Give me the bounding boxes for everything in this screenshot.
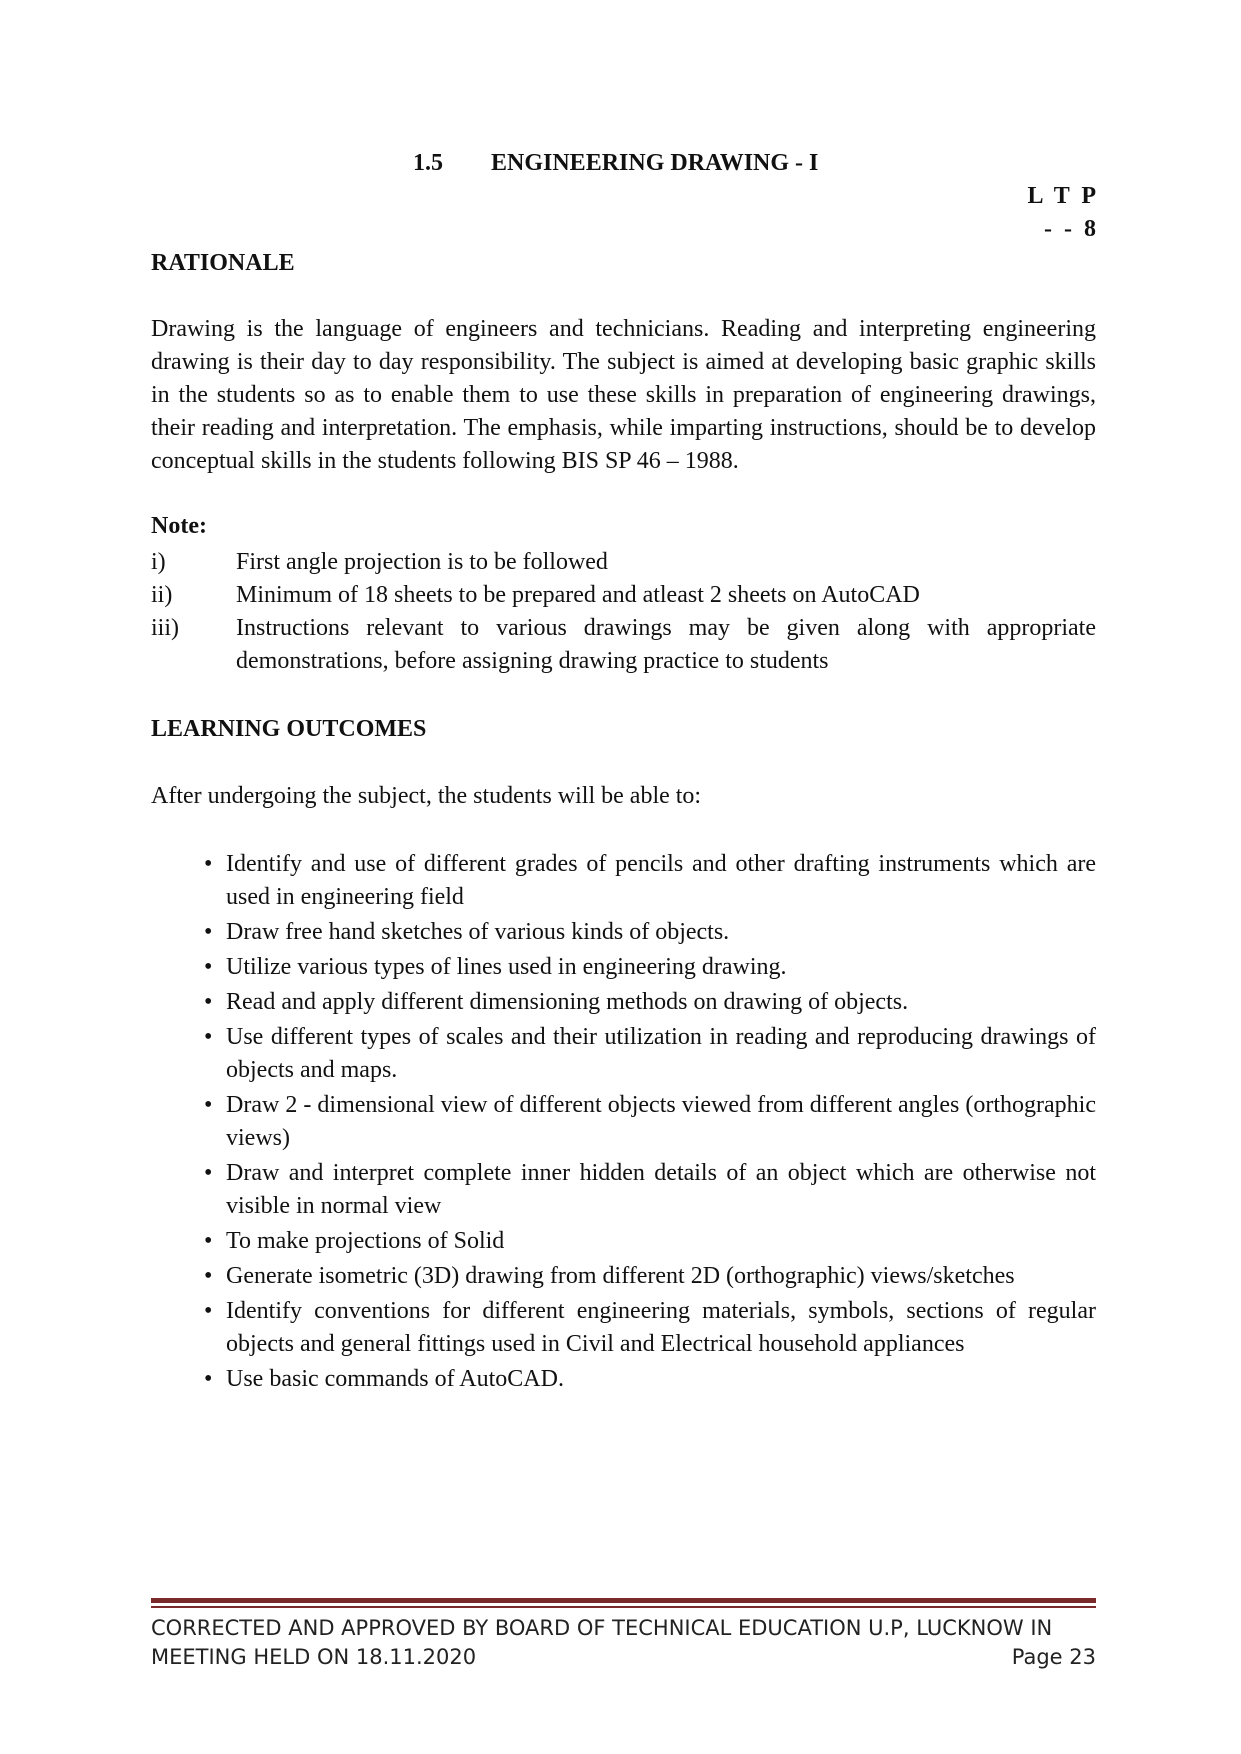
rationale-text: Drawing is the language of engineers and technicians. Reading and interpreting engineering drawing is their day to day responsibility. The subject is aimed at developing basic graphic skills in the students so as to enable them to use these skills in preparation of engineering drawings, their reading and interpretation. The emphasis, while imparting instructions, should be to develop conceptual skills in the students following BIS SP 46 – 1988.	[151, 316, 1096, 474]
note-marker: iii)	[151, 615, 179, 641]
list-item	[151, 1295, 1096, 1361]
note-marker: i)	[151, 549, 166, 575]
list-item-text: Identify and use of different grades of pencils and other drafting instruments which are used in engineering field	[226, 851, 1096, 910]
bullet-icon: •	[204, 1024, 213, 1050]
list-item	[151, 1363, 1096, 1396]
list-item	[151, 1260, 1096, 1293]
note-heading: Note:	[151, 513, 207, 539]
list-item-text: Draw 2 - dimensional view of different objects viewed from different angles (orthographic views)	[226, 1092, 1096, 1151]
note-list	[151, 546, 1096, 678]
list-item	[151, 951, 1096, 984]
bullet-icon: •	[204, 954, 213, 980]
page-footer	[151, 1614, 1096, 1672]
learning-outcomes-heading: LEARNING OUTCOMES	[151, 716, 427, 742]
list-item-text: Identify conventions for different engineering materials, symbols, sections of regular objects and general fittings used in Civil and Electrical household appliances	[226, 1298, 1096, 1357]
page-number: Page 23	[1011, 1645, 1096, 1669]
note-text: First angle projection is to be followed	[236, 549, 608, 575]
bullet-icon: •	[204, 1228, 213, 1254]
bullet-icon: •	[204, 1092, 213, 1118]
learning-outcomes-intro: After undergoing the subject, the students will be able to:	[151, 783, 702, 809]
bullet-icon: •	[204, 851, 213, 877]
list-item-text: Draw and interpret complete inner hidden details of an object which are otherwise not visible in normal view	[226, 1160, 1096, 1219]
bullet-icon: •	[204, 919, 213, 945]
rationale-heading: RATIONALE	[151, 250, 295, 276]
footer-rule-thin	[151, 1606, 1096, 1608]
list-item-text: Read and apply different dimensioning methods on drawing of objects.	[226, 989, 909, 1015]
footer-line-2: MEETING HELD ON 18.11.2020	[151, 1645, 477, 1669]
note-item	[151, 579, 1096, 612]
bullet-icon: •	[204, 989, 213, 1015]
footer-line-2-row	[151, 1643, 1096, 1672]
list-item-text: Utilize various types of lines used in engineering drawing.	[226, 954, 787, 980]
ltp-values: - - 8	[1044, 216, 1096, 242]
bullet-icon: •	[204, 1263, 213, 1289]
list-item-text: Draw free hand sketches of various kinds of objects.	[226, 919, 730, 945]
list-item	[151, 1157, 1096, 1223]
list-item	[151, 1021, 1096, 1087]
note-item	[151, 612, 1096, 678]
list-item-text: Generate isometric (3D) drawing from different 2D (orthographic) views/sketches	[226, 1263, 1015, 1289]
list-item	[151, 1089, 1096, 1155]
list-item	[151, 986, 1096, 1019]
learning-outcomes-list	[151, 848, 1096, 1398]
note-item	[151, 546, 1096, 579]
note-text: Instructions relevant to various drawings may be given along with appropriate demonstrations, before assigning drawing practice to students	[236, 615, 1096, 674]
list-item-text: To make projections of Solid	[226, 1228, 505, 1254]
bullet-icon: •	[204, 1366, 213, 1392]
footer-line-1: CORRECTED AND APPROVED BY BOARD OF TECHNICAL EDUCATION U.P, LUCKNOW IN	[151, 1616, 1053, 1640]
note-marker: ii)	[151, 582, 173, 608]
list-item	[151, 848, 1096, 914]
note-text: Minimum of 18 sheets to be prepared and atleast 2 sheets on AutoCAD	[236, 582, 920, 608]
section-title	[413, 150, 818, 177]
list-item-text: Use basic commands of AutoCAD.	[226, 1366, 564, 1392]
bullet-icon: •	[204, 1160, 213, 1186]
ltp-header: L T P	[1027, 183, 1096, 209]
section-number: 1.5	[413, 150, 443, 176]
list-item	[151, 916, 1096, 949]
section-title-text: ENGINEERING DRAWING - I	[491, 150, 819, 176]
list-item-text: Use different types of scales and their utilization in reading and reproducing drawings of objects and maps.	[226, 1024, 1096, 1083]
footer-rule	[151, 1598, 1096, 1603]
list-item	[151, 1225, 1096, 1258]
bullet-icon: •	[204, 1298, 213, 1324]
